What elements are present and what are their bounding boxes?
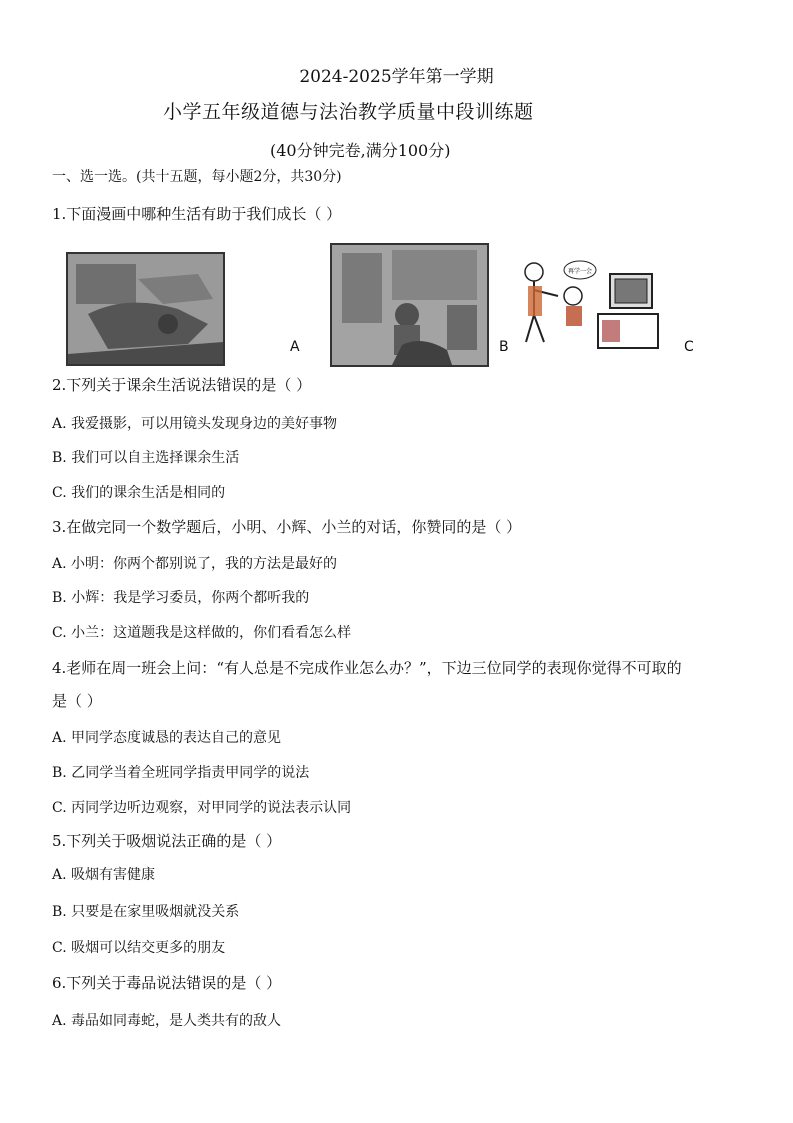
- question-2-option-b: B. 我们可以自主选择课余生活: [52, 450, 240, 466]
- question-4-stem-continued: 是（ ）: [52, 692, 102, 710]
- question-3-option-b: B. 小辉：我是学习委员，你两个都听我的: [52, 590, 310, 606]
- option-b-photo: [332, 245, 487, 365]
- question-2-option-c: C. 我们的课余生活是相同的: [52, 485, 226, 501]
- question-5-stem: 5.下列关于吸烟说法正确的是（ ）: [52, 832, 282, 850]
- question-3-option-a: A. 小明：你两个都别说了，我的方法是最好的: [52, 556, 338, 572]
- option-a-image: [66, 252, 225, 366]
- option-b-image: [330, 243, 489, 367]
- question-2-option-a: A. 我爱摄影，可以用镜头发现身边的美好事物: [52, 416, 338, 432]
- exam-title: 小学五年级道德与法治教学质量中段训练题: [163, 101, 534, 123]
- option-a-photo: [68, 254, 223, 364]
- question-4-option-c: C. 丙同学边听边观察，对甲同学的说法表示认同: [52, 800, 352, 816]
- question-3-option-c: C. 小兰：这道题我是这样做的，你们看看怎么样: [52, 625, 352, 641]
- question-4-stem: 4.老师在周一班会上问：“有人总是不完成作业怎么办？”，下边三位同学的表现你觉得不可取的: [52, 659, 682, 677]
- option-c-image: [518, 260, 663, 355]
- question-1-stem: 1.下面漫画中哪种生活有助于我们成长（ ）: [52, 205, 342, 223]
- question-5-option-a: A. 吸烟有害健康: [52, 867, 156, 883]
- question-5-option-c: C. 吸烟可以结交更多的朋友: [52, 940, 226, 956]
- option-c-cartoon: [518, 260, 663, 355]
- question-3-stem: 3.在做完同一个数学题后，小明、小辉、小兰的对话，你赞同的是（ ）: [52, 518, 522, 536]
- question-6-stem: 6.下列关于毒品说法错误的是（ ）: [52, 974, 282, 992]
- question-4-option-a: A. 甲同学态度诚恳的表达自己的意见: [52, 730, 282, 746]
- question-5-option-b: B. 只要是在家里吸烟就没关系: [52, 904, 240, 920]
- question-2-stem: 2.下列关于课余生活说法错误的是（ ）: [52, 376, 312, 394]
- option-c-label: C: [684, 339, 694, 355]
- question-4-option-b: B. 乙同学当着全班同学指责甲同学的说法: [52, 765, 310, 781]
- exam-subtitle: (40分钟完卷,满分100分): [270, 141, 451, 160]
- option-b-label: B: [499, 339, 509, 355]
- speech-bubble-text: 再学一会: [568, 268, 593, 275]
- option-a-label: A: [290, 339, 300, 355]
- question-6-option-a: A. 毒品如同毒蛇，是人类共有的敌人: [52, 1013, 282, 1029]
- section-heading: 一、选一选。(共十五题，每小题2分，共30分): [52, 169, 342, 185]
- semester-line: 2024-2025学年第一学期: [299, 67, 494, 87]
